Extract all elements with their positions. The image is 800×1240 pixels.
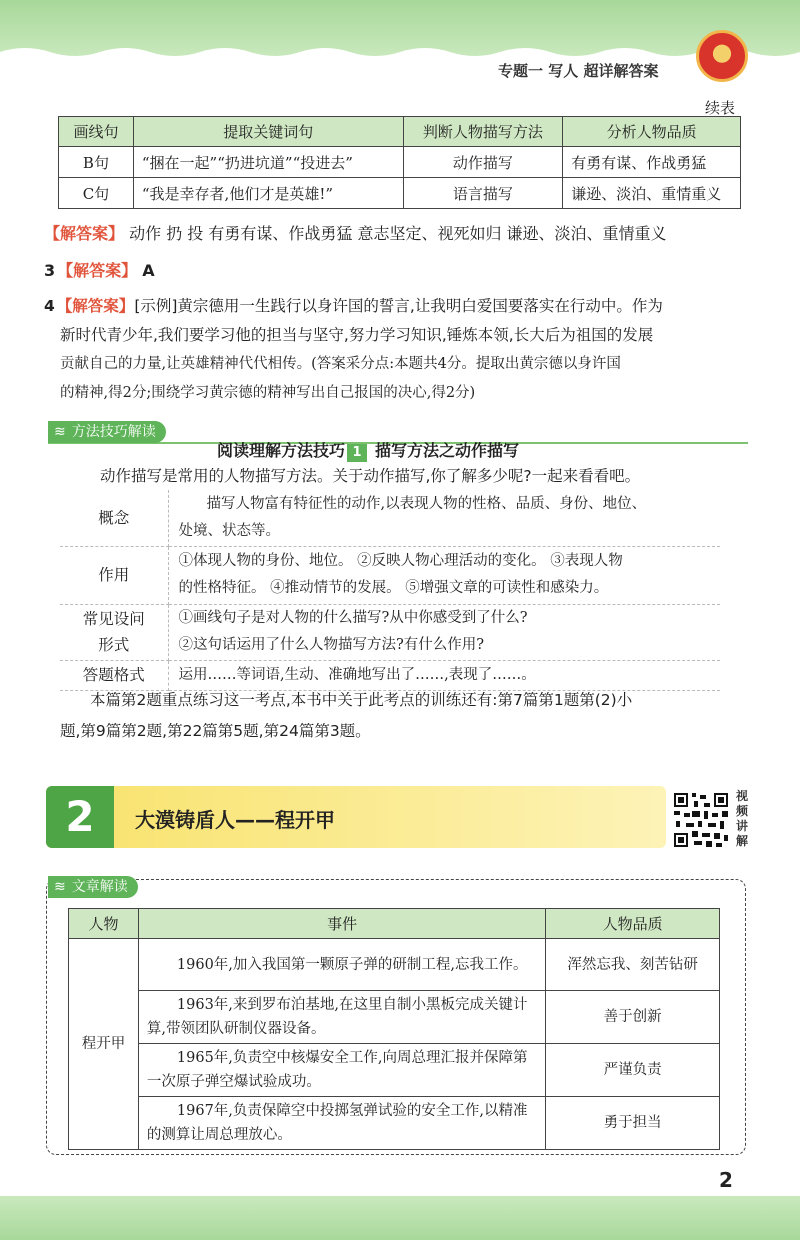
quality-cell: 善于创新 (546, 991, 720, 1044)
table-header-row (59, 117, 741, 147)
skill-title-suffix: 描写方法之动作描写 (375, 441, 520, 460)
table-header-row (69, 909, 720, 939)
section-tag-label: 文章解读 (71, 879, 128, 895)
table-header-cell: 画线句 (59, 117, 134, 147)
answer-text: A (142, 261, 155, 280)
answer-4-paragraph (44, 292, 750, 408)
analysis-table (58, 116, 741, 209)
method-value (168, 490, 720, 546)
method-row (60, 546, 720, 604)
bottom-decor-band (0, 1196, 800, 1240)
method-row (60, 490, 720, 546)
method-key: 概念 (60, 490, 168, 546)
quality-cell: 勇于担当 (546, 1097, 720, 1150)
wave-mark-icon: ≋ (54, 879, 66, 895)
method-value-line: 处境、状态等。 (178, 522, 280, 539)
answer-4-line (44, 292, 750, 321)
practice-note-line: 题,第9篇第2题,第22篇第5题,第24篇第3题。 (60, 722, 371, 740)
table-row (69, 939, 720, 991)
method-value (168, 546, 720, 604)
answer-tag: 【解答案】 (44, 224, 125, 243)
answer-4-line: 新时代青少年,我们要学习他的担当与坚守,努力学习知识,锤炼本领,长大后为祖国的发展 (60, 326, 654, 344)
table-cell: 谦逊、淡泊、重情重义 (563, 178, 741, 209)
skill-title (217, 438, 519, 462)
table-cell: 有勇有谋、作战勇猛 (563, 147, 741, 178)
publisher-emblem-icon (696, 30, 748, 82)
table-row (59, 178, 741, 209)
answer-tag: 【解答案】 (56, 297, 135, 315)
method-key (60, 604, 168, 660)
section-tag-label: 方法技巧解读 (71, 424, 156, 440)
method-value (168, 604, 720, 660)
quality-cell: 浑然忘我、刻苦钻研 (546, 939, 720, 991)
table-header-cell: 提取关键词句 (133, 117, 403, 147)
method-key: 作用 (60, 546, 168, 604)
table-header-cell: 事件 (138, 909, 545, 939)
table-row (69, 1097, 720, 1150)
wave-mark-icon: ≋ (54, 424, 66, 440)
table-header-cell: 人物品质 (546, 909, 720, 939)
practice-note-line: 本篇第2题重点练习这一考点,本书中关于此考点的训练还有:第7篇第1题第(2)小 (90, 691, 633, 709)
answer-4-line: 的精神,得2分;围绕学习黄宗德的精神写出自己报国的决心,得2分) (60, 385, 476, 401)
running-header: 专题一 写人 超详解答案 (498, 62, 659, 80)
method-intro: 动作描写是常用的人物描写方法。关于动作描写,你了解多少呢?一起来看看吧。 (100, 467, 641, 485)
event-cell: 1965年,负责空中核爆安全工作,向周总理汇报并保障第一次原子弹空爆试验成功。 (138, 1044, 545, 1097)
qr-caption: 视频讲解 (736, 789, 749, 848)
quality-cell: 严谨负责 (546, 1044, 720, 1097)
person-cell: 程开甲 (69, 939, 139, 1150)
table-row (59, 147, 741, 178)
event-cell: 1963年,来到罗布泊基地,在这里自制小黑板完成关键计算,带领团队研制仪器设备。 (138, 991, 545, 1044)
method-value-line: ①体现人物的身份、地位。 ②反映人物心理活动的变化。 ③表现人物 (178, 553, 623, 569)
method-key-line: 形式 (98, 636, 130, 654)
method-value-line: ①画线句子是对人物的什么描写?从中你感受到了什么? (178, 610, 528, 626)
table-cell: 动作描写 (403, 147, 563, 178)
answer-4-line: 贡献自己的力量,让英雄精神代代相传。(答案采分点:本题共4分。提取出黄宗德以身许国 (60, 356, 621, 372)
video-qr-code-icon[interactable] (672, 791, 730, 849)
method-section-tag (48, 421, 166, 443)
method-key-line: 常见设问 (82, 610, 145, 628)
table-row (69, 1044, 720, 1097)
method-row (60, 604, 720, 660)
question-number: 3 (44, 261, 56, 280)
method-table (60, 490, 720, 691)
question-number: 4 (44, 297, 55, 315)
table-cell: C句 (59, 178, 134, 209)
table-cell: “捆在一起”“扔进坑道”“投进去” (133, 147, 403, 178)
reading-table (68, 908, 720, 1150)
answer-text: [示例]黄宗德用一生践行以身许国的誓言,让我明白爱国要落实在行动中。作为 (134, 297, 663, 315)
table-cell: B句 (59, 147, 134, 178)
table-header-cell: 分析人物品质 (563, 117, 741, 147)
method-key: 答题格式 (60, 660, 168, 690)
event-cell: 1960年,加入我国第一颗原子弹的研制工程,忘我工作。 (138, 939, 545, 991)
chapter-number: 2 (46, 786, 114, 848)
practice-note (60, 685, 750, 747)
table-cell: “我是幸存者,他们才是英雄!” (133, 178, 403, 209)
skill-title-prefix: 阅读理解方法技巧 (217, 441, 346, 460)
reading-section-tag (48, 876, 138, 898)
continued-label: 续表 (705, 99, 736, 117)
top-wave-decor (0, 44, 800, 68)
answer-3-line (44, 258, 155, 281)
page-number: 2 (719, 1168, 733, 1192)
answer-text: 动作 扔 投 有勇有谋、作战勇猛 意志坚定、视死如归 谦逊、淡泊、重情重义 (129, 224, 667, 243)
chapter-title: 大漠铸盾人——程开甲 (135, 808, 335, 832)
answer-tag: 【解答案】 (57, 261, 138, 280)
method-value-line: 描写人物富有特征性的动作,以表现人物的性格、品质、身份、地位、 (206, 495, 647, 512)
table-header-cell: 判断人物描写方法 (403, 117, 563, 147)
method-value-line: ②这句话运用了什么人物描写方法?有什么作用? (178, 637, 485, 653)
method-value-line: 运用……等词语,生动、准确地写出了……,表现了……。 (178, 666, 536, 683)
table-cell: 语言描写 (403, 178, 563, 209)
skill-number-badge: 1 (347, 444, 367, 462)
table-row (69, 991, 720, 1044)
event-cell: 1967年,负责保障空中投掷氢弹试验的安全工作,以精准的测算让周总理放心。 (138, 1097, 545, 1150)
answer-2-line (44, 221, 667, 244)
method-value-line: 的性格特征。 ④推动情节的发展。 ⑤增强文章的可读性和感染力。 (178, 580, 609, 596)
table-header-cell: 人物 (69, 909, 139, 939)
